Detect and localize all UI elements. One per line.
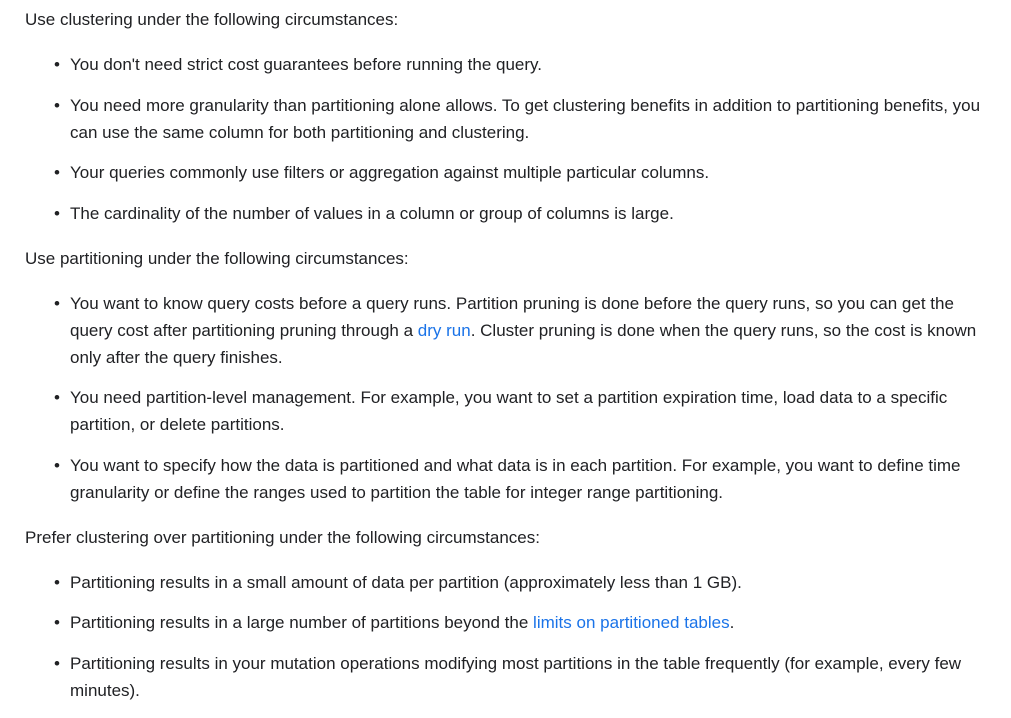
bullet-icon: •: [54, 96, 60, 115]
clustering-list: [25, 51, 1000, 227]
prefer-list: [25, 569, 1000, 704]
list-item-text: The cardinality of the number of values in a column or group of columns is large.: [70, 204, 674, 223]
bullet-icon: •: [54, 204, 60, 223]
list-item: [25, 51, 1000, 78]
list-item: [25, 290, 1000, 371]
list-item-text: Partitioning results in a small amount of data per partition (approximately less than 1 GB).: [70, 573, 742, 592]
bullet-icon: •: [54, 163, 60, 182]
list-item: [25, 200, 1000, 227]
list-item-text: You need more granularity than partitioning alone allows. To get clustering benefits in addition to partitioning benefits, you can use the same column for both partitioning and clustering.: [70, 96, 981, 142]
text-segment: Partitioning results in a large number of partitions beyond the: [70, 613, 534, 632]
bullet-icon: •: [54, 388, 60, 407]
text-segment: You want to know query costs before a query runs. Partition pruning is done before the query runs, so you can get the query cost after partitioning pruning through a: [70, 294, 954, 340]
list-item: [25, 384, 1000, 438]
bullet-icon: •: [54, 613, 60, 632]
text-segment: .: [729, 613, 735, 632]
list-item-text: You need partition-level management. For example, you want to set a partition expiration time, load data to a specific partition, or delete partitions.: [70, 388, 948, 434]
partitioning-intro: Use partitioning under the following circumstances:: [25, 249, 409, 268]
list-item-text: [70, 294, 976, 367]
partitioning-list: [25, 290, 1000, 506]
list-item: [25, 159, 1000, 186]
list-item: [25, 452, 1000, 506]
list-item: [25, 92, 1000, 146]
limits-on-partitioned-tables-link[interactable]: limits on partitioned tables: [533, 613, 730, 632]
list-item-text: [70, 613, 734, 632]
list-item: [25, 650, 1000, 704]
bullet-icon: •: [54, 573, 60, 592]
bullet-icon: •: [54, 654, 60, 673]
dry-run-link[interactable]: dry run: [417, 321, 471, 340]
list-item-text: Your queries commonly use filters or aggregation against multiple particular columns.: [70, 163, 710, 182]
list-item: [25, 569, 1000, 596]
bullet-icon: •: [54, 294, 60, 313]
list-item-text: Partitioning results in your mutation operations modifying most partitions in the table frequently (for example, every few minutes).: [70, 654, 962, 700]
text-segment: . Cluster pruning is done when the query runs, so the cost is known only after the query finishes.: [70, 321, 977, 367]
list-item-text: You want to specify how the data is partitioned and what data is in each partition. For example, you want to define time granularity or define the ranges used to partition the table for integer range partitioning.: [70, 456, 961, 502]
bullet-icon: •: [54, 456, 60, 475]
clustering-intro: Use clustering under the following circumstances:: [25, 10, 399, 29]
list-item: [25, 609, 1000, 636]
list-item-text: You don't need strict cost guarantees before running the query.: [70, 55, 543, 74]
bullet-icon: •: [54, 55, 60, 74]
prefer-intro: Prefer clustering over partitioning under the following circumstances:: [25, 528, 540, 547]
